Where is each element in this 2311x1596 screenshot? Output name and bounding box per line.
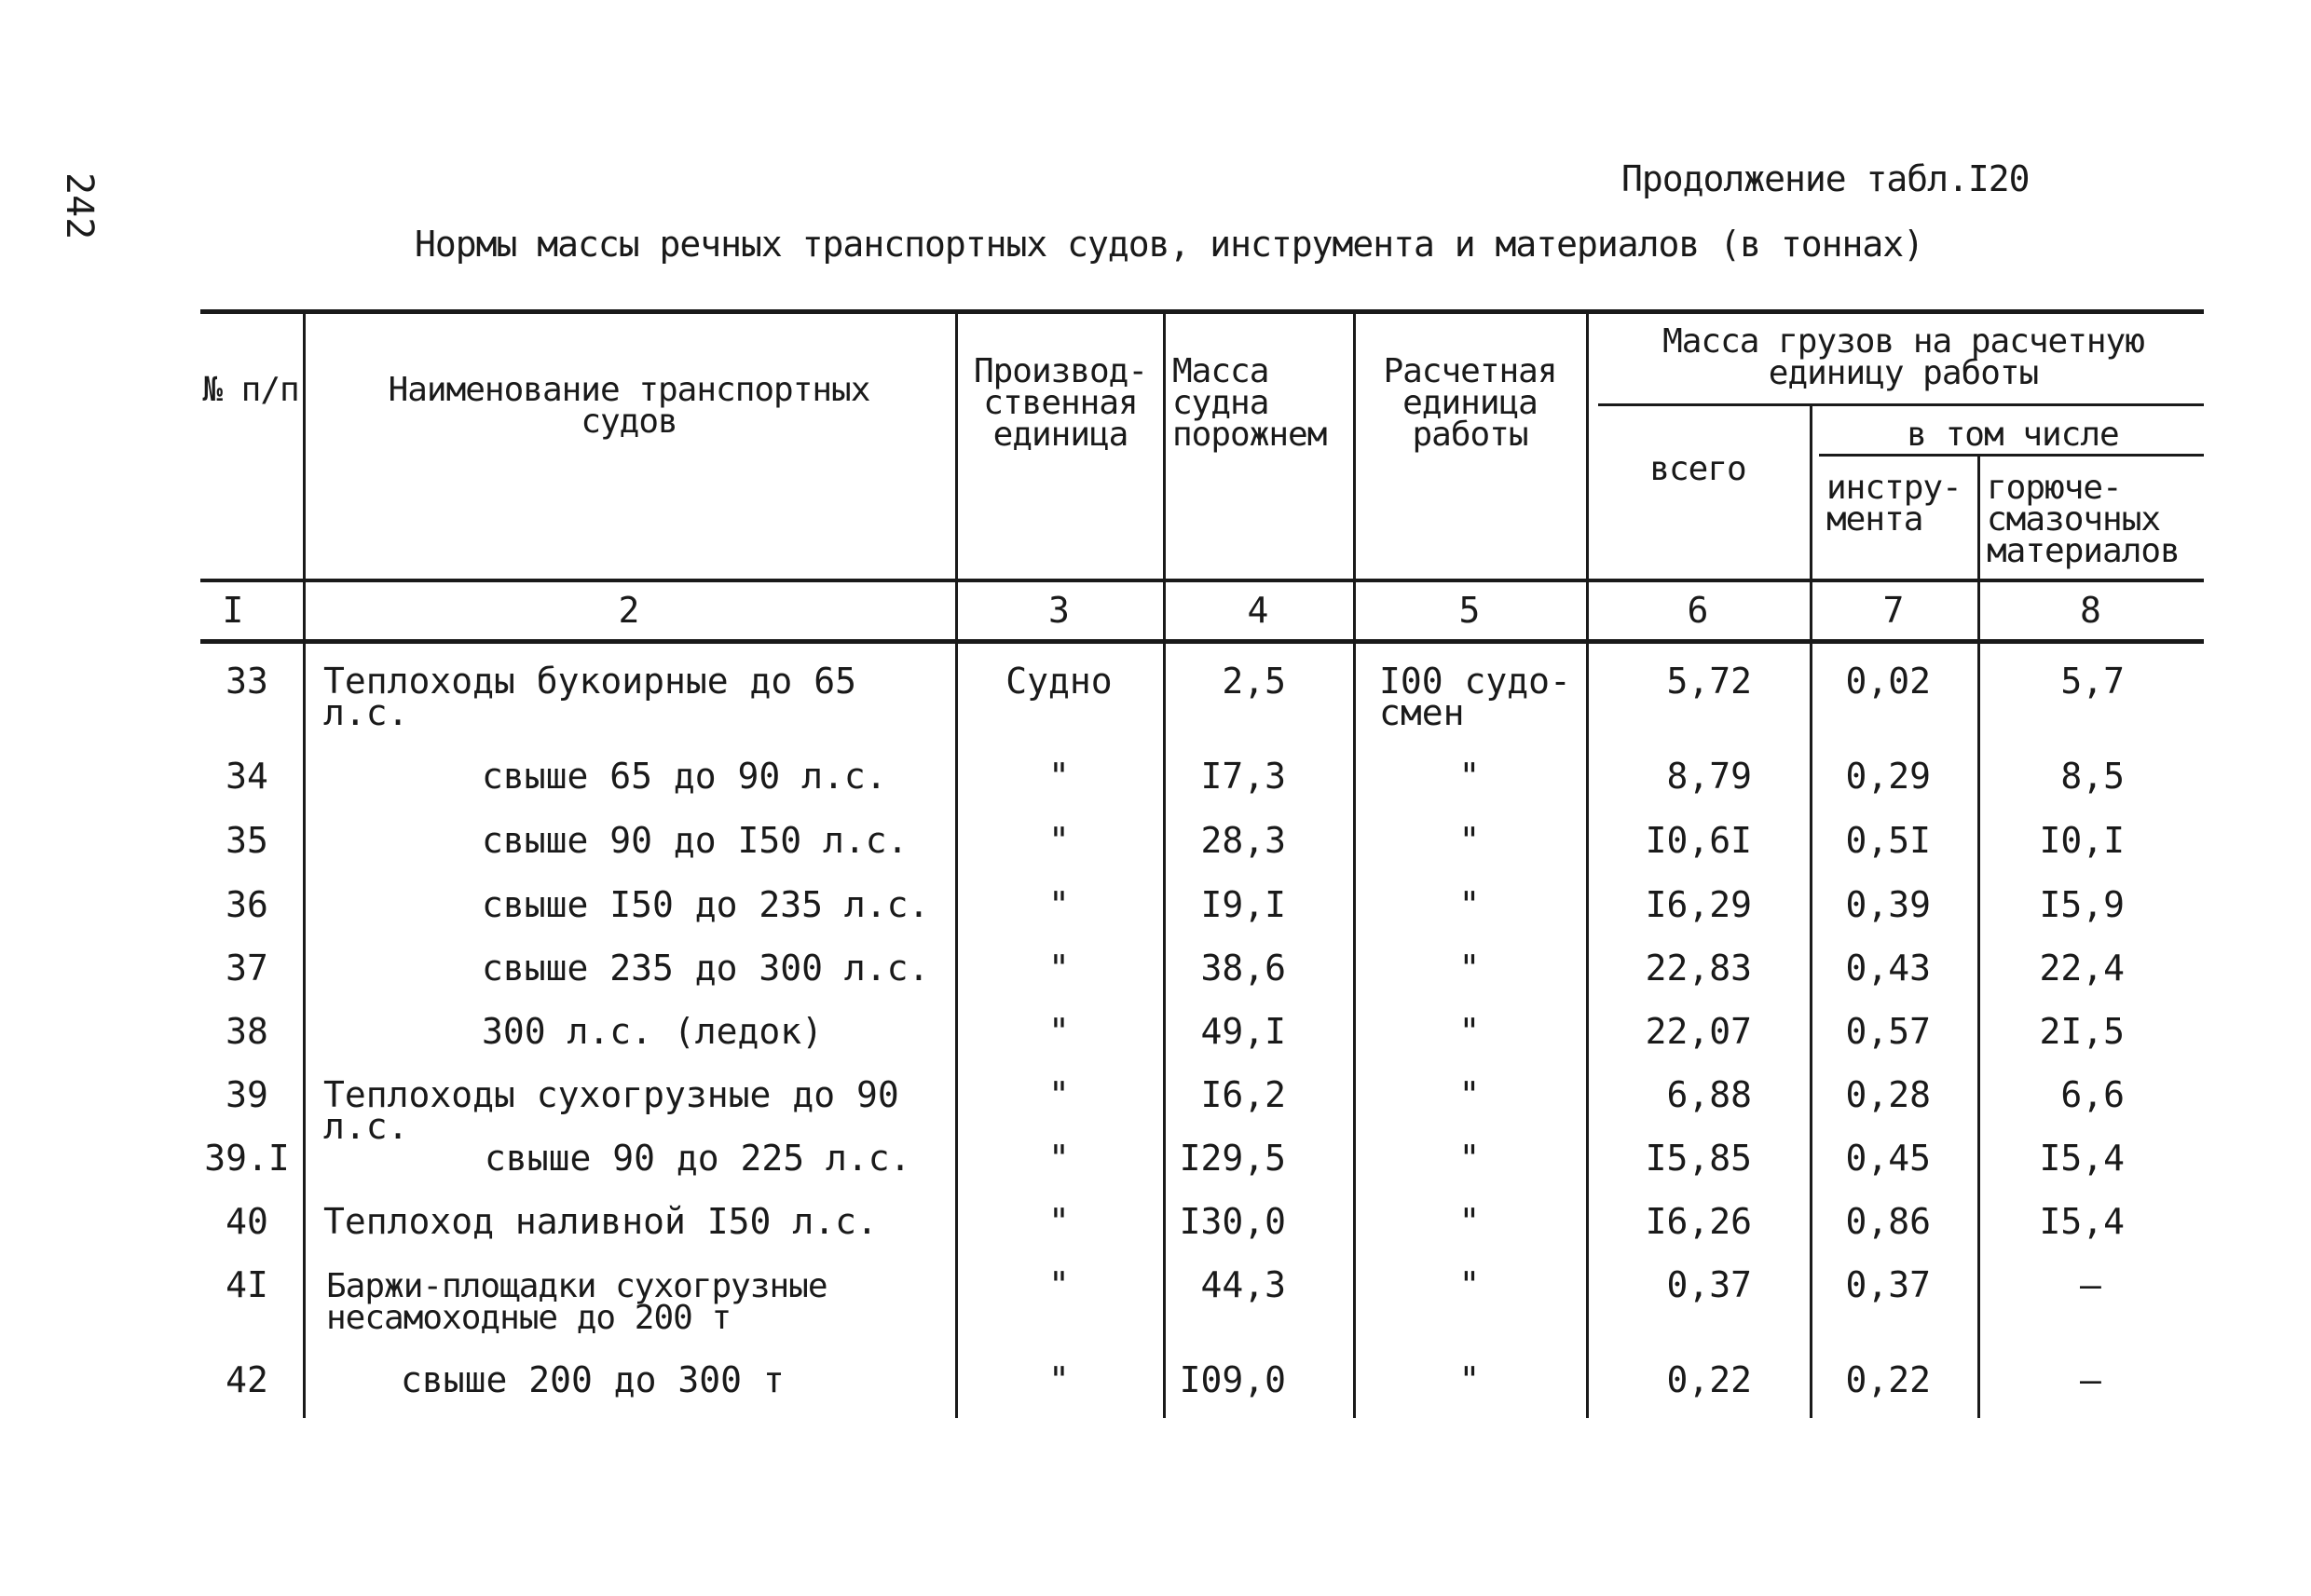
row-number: 42 (226, 1359, 268, 1400)
vessel-name: Теплоходы букоирные до 65 л.с. (323, 661, 856, 733)
column-number: 2 (618, 590, 640, 631)
row-number: 36 (226, 884, 268, 925)
production-unit: " (1048, 756, 1070, 797)
cargo-tools: 0,39 (1845, 884, 1931, 925)
cargo-fuel: 22,4 (2039, 948, 2125, 989)
cargo-total: 22,07 (1645, 1011, 1752, 1052)
column-divider (955, 309, 958, 1418)
vessel-name: свыше 235 до 300 л.с. (482, 948, 930, 989)
header-tools: инстру-мента (1826, 469, 1962, 539)
cargo-tools: 0,28 (1845, 1074, 1931, 1115)
cargo-fuel: 2I,5 (2039, 1011, 2125, 1052)
cargo-total: I6,29 (1645, 884, 1752, 925)
data-table (200, 309, 2204, 1418)
work-unit: " (1458, 1011, 1481, 1052)
row-number: 4I (226, 1264, 268, 1305)
work-unit: " (1458, 1074, 1481, 1115)
column-number: 6 (1687, 590, 1709, 631)
vessel-mass: I09,0 (1179, 1359, 1286, 1400)
header-production-unit: Производ-ственная единица (973, 352, 1148, 454)
table-top-border (200, 309, 2204, 314)
production-unit: " (1048, 884, 1070, 925)
header-fuel-lubricants: горюче-смазочных материалов (1987, 469, 2180, 570)
column-number: 3 (1048, 590, 1070, 631)
group-header-divider (1598, 403, 2204, 406)
column-number: 8 (2080, 590, 2101, 631)
header-cargo-mass-group: Масса грузов на расчетную единицу работы (1662, 322, 2144, 392)
cargo-tools: 0,57 (1845, 1011, 1931, 1052)
work-unit: " (1458, 1264, 1481, 1305)
cargo-tools: 0,5I (1845, 820, 1931, 861)
header-row-number: № п/п (202, 371, 299, 409)
row-number: 39.I (204, 1138, 290, 1179)
vessel-name: свыше 90 до 225 л.с. (485, 1138, 911, 1179)
cargo-fuel: I5,9 (2039, 884, 2125, 925)
column-number: 4 (1247, 590, 1269, 631)
work-unit: " (1458, 884, 1481, 925)
header-including-subgroup: в том числе (1907, 416, 2119, 454)
cargo-fuel: 5,7 (2060, 661, 2125, 702)
vessel-mass: 38,6 (1200, 948, 1286, 989)
production-unit: " (1048, 948, 1070, 989)
cargo-fuel: – (2080, 1264, 2101, 1305)
vessel-mass: 44,3 (1200, 1264, 1286, 1305)
production-unit: " (1048, 1138, 1070, 1179)
cargo-fuel: 8,5 (2060, 756, 2125, 797)
row-number: 33 (226, 661, 268, 702)
cargo-fuel: I0,I (2039, 820, 2125, 861)
production-unit: " (1048, 1074, 1070, 1115)
vessel-name: 300 л.с. (ледок) (482, 1011, 824, 1052)
column-numbers-bottom-border (200, 639, 2204, 644)
header-total: всего (1649, 450, 1746, 488)
vessel-name: Баржи-площадки сухогрузные несамоходные до 200 т (326, 1267, 827, 1337)
cargo-fuel: 6,6 (2060, 1074, 2125, 1115)
work-unit: " (1458, 1359, 1481, 1400)
cargo-tools: 0,45 (1845, 1138, 1931, 1179)
column-divider (1353, 309, 1356, 1418)
cargo-fuel: – (2080, 1359, 2101, 1400)
vessel-name: Теплоход наливной I50 л.с. (323, 1201, 878, 1242)
vessel-name: Теплоходы сухогрузные до 90 л.с. (323, 1074, 899, 1147)
production-unit: " (1048, 820, 1070, 861)
subgroup-header-divider (1819, 454, 2204, 457)
cargo-tools: 0,22 (1845, 1359, 1931, 1400)
production-unit: " (1048, 1264, 1070, 1305)
work-unit: " (1458, 948, 1481, 989)
column-number: 5 (1458, 590, 1481, 631)
column-number: I (222, 590, 244, 631)
cargo-total: 22,83 (1645, 948, 1752, 989)
page-number: 242 (58, 172, 101, 240)
cargo-total: 0,22 (1666, 1359, 1752, 1400)
row-number: 37 (226, 948, 268, 989)
cargo-tools: 0,86 (1845, 1201, 1931, 1242)
vessel-name: свыше 65 до 90 л.с. (482, 756, 887, 797)
production-unit: Судно (1005, 661, 1113, 702)
row-number: 38 (226, 1011, 268, 1052)
work-unit: " (1458, 1201, 1481, 1242)
header-work-unit: Расчетная единица работы (1383, 352, 1557, 454)
vessel-mass: I29,5 (1179, 1138, 1286, 1179)
cargo-tools: 0,43 (1845, 948, 1931, 989)
header-bottom-border (200, 579, 2204, 582)
vessel-mass: I9,I (1200, 884, 1286, 925)
cargo-tools: 0,02 (1845, 661, 1931, 702)
column-divider (1163, 309, 1166, 1418)
production-unit: " (1048, 1011, 1070, 1052)
column-divider (1586, 309, 1589, 1418)
cargo-tools: 0,37 (1845, 1264, 1931, 1305)
header-vessel-name: Наименование транспортных судов (388, 371, 870, 441)
cargo-fuel: I5,4 (2039, 1138, 2125, 1179)
cargo-total: 8,79 (1666, 756, 1752, 797)
row-number: 35 (226, 820, 268, 861)
cargo-total: 6,88 (1666, 1074, 1752, 1115)
table-title: Нормы массы речных транспортных судов, инструмента и материалов (в тоннах) (415, 224, 1923, 265)
row-number: 39 (226, 1074, 268, 1115)
row-number: 40 (226, 1201, 268, 1242)
cargo-total: I0,6I (1645, 820, 1752, 861)
cargo-total: I5,85 (1645, 1138, 1752, 1179)
vessel-name: свыше I50 до 235 л.с. (482, 884, 930, 925)
vessel-mass: I7,3 (1200, 756, 1286, 797)
cargo-fuel: I5,4 (2039, 1201, 2125, 1242)
vessel-mass: 28,3 (1200, 820, 1286, 861)
work-unit: " (1458, 756, 1481, 797)
column-divider (303, 309, 306, 1418)
table-continuation-label: Продолжение табл.I20 (1621, 158, 2030, 199)
vessel-name: свыше 90 до I50 л.с. (482, 820, 909, 861)
cargo-total: 5,72 (1666, 661, 1752, 702)
vessel-mass: 2,5 (1222, 661, 1286, 702)
row-number: 34 (226, 756, 268, 797)
work-unit: " (1458, 1138, 1481, 1179)
production-unit: " (1048, 1201, 1070, 1242)
cargo-tools: 0,29 (1845, 756, 1931, 797)
production-unit: " (1048, 1359, 1070, 1400)
column-number: 7 (1882, 590, 1905, 631)
vessel-mass: I30,0 (1179, 1201, 1286, 1242)
header-vessel-mass: Масса судна порожнем (1172, 352, 1327, 454)
work-unit: " (1458, 820, 1481, 861)
cargo-total: 0,37 (1666, 1264, 1752, 1305)
vessel-mass: I6,2 (1200, 1074, 1286, 1115)
vessel-name: свыше 200 до 300 т (401, 1359, 785, 1400)
vessel-mass: 49,I (1200, 1011, 1286, 1052)
work-unit: I00 судо-смен (1379, 661, 1571, 733)
cargo-total: I6,26 (1645, 1201, 1752, 1242)
